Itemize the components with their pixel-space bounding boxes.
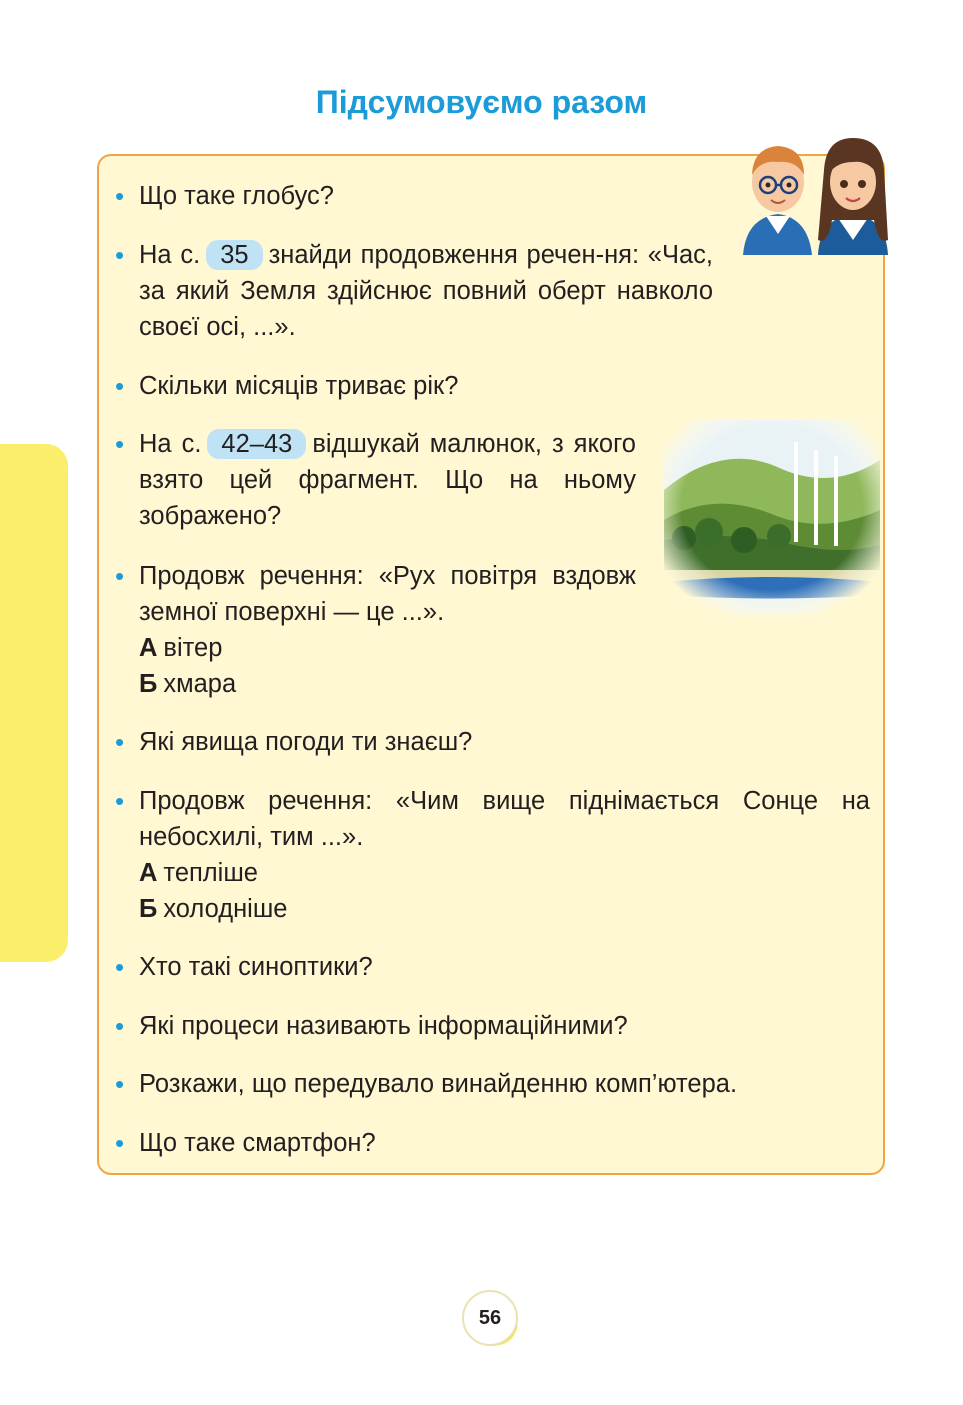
list-item: • Що таке смартфон? (139, 1125, 859, 1161)
answer-option[interactable]: А вітер (139, 634, 223, 662)
list-item: • На с. 42–43 відшукай малюнок, з якого взято цей фрагмент. Що на ньому зображено? (139, 426, 636, 534)
page-number: 56 (462, 1290, 518, 1346)
list-item: • Розкажи, що передувало винайденню комп’ютера. (139, 1066, 859, 1102)
page-number-badge (462, 1284, 522, 1348)
page-reference[interactable]: 35 (206, 240, 262, 270)
landscape-fragment-image (664, 420, 880, 615)
answer-option[interactable]: А тепліше (139, 859, 258, 887)
list-item: • Хто такі синоптики? (139, 949, 859, 985)
answer-option[interactable]: Б холодніше (139, 895, 288, 923)
list-item: • Продовж речення: «Рух повітря вздовж земної поверхні — це ...». А вітер Б хмара (139, 558, 636, 702)
list-item: • Що таке глобус? (139, 178, 839, 214)
list-item: • Продовж речення: «Чим вище піднімається Сонце на небосхилі, тим ...». А тепліше Б холодніше (139, 783, 870, 927)
page-reference[interactable]: 42–43 (207, 429, 306, 459)
answer-option[interactable]: Б хмара (139, 670, 237, 698)
list-item: • На с. 35 знайди продовження речен-ня: «Час, за який Земля здійснює повний оберт навколо своєї осі, ...». (139, 237, 713, 345)
list-item: • Які процеси називають інформаційними? (139, 1008, 859, 1044)
page-title: Підсумовуємо разом (315, 84, 648, 120)
list-item: • Скільки місяців триває рік? (139, 368, 839, 404)
side-tab (0, 444, 68, 962)
list-item: • Які явища погоди ти знаєш? (139, 724, 859, 760)
